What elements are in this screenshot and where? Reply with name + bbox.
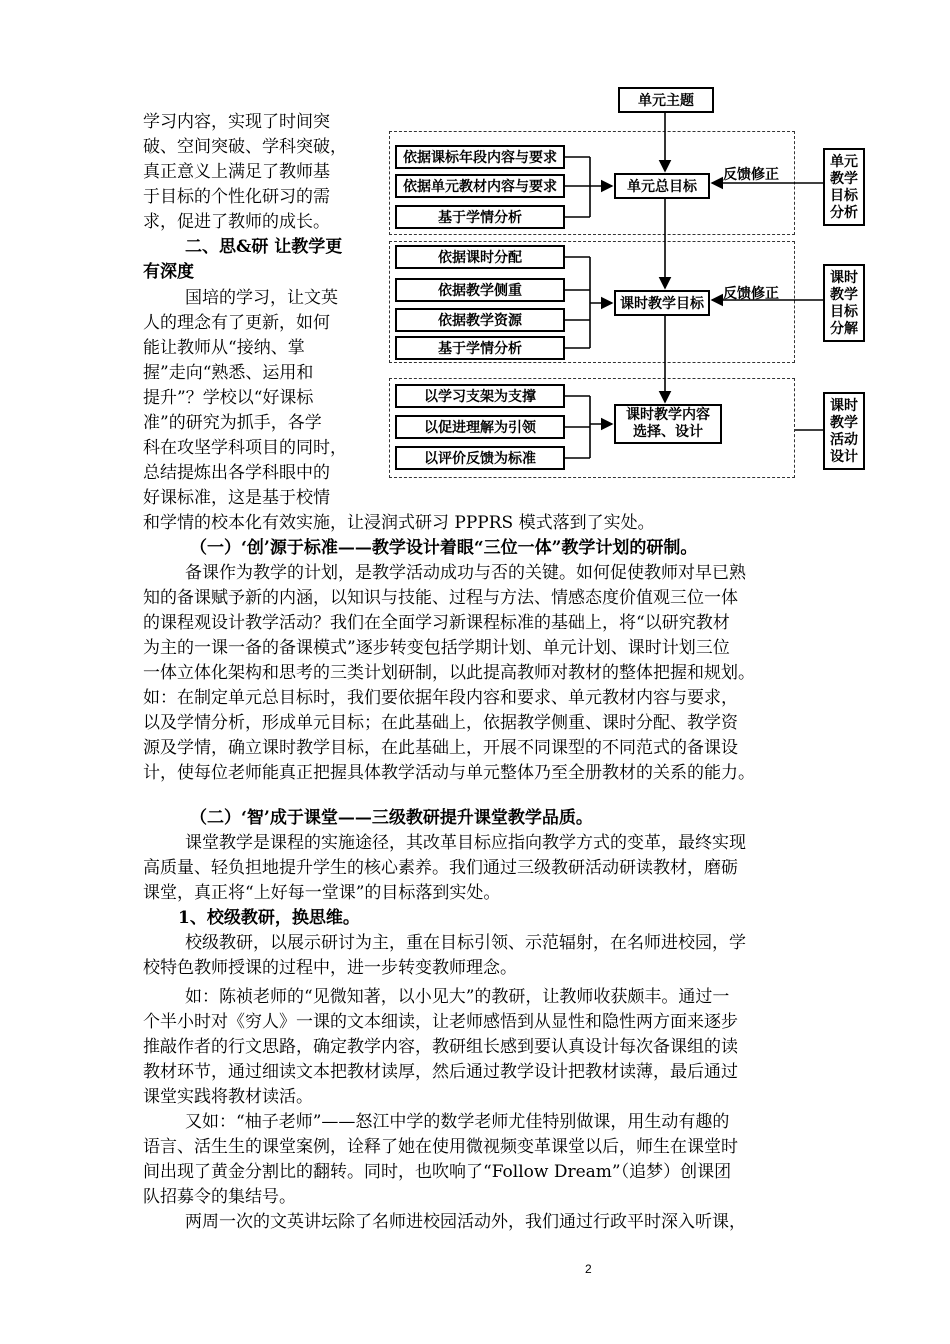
para2-line: 课堂教学是课程的实施途径，其改革目标应指向教学方式的变革，最终实现	[185, 833, 746, 853]
para1-line: 计，使每位老师能真正把握具体教学活动与单元整体乃至全册教材的关系的能力。	[143, 763, 755, 783]
side-box-1: 单元 教学 目标 分析	[823, 148, 865, 226]
side-box-3: 课时 教学 活动 设计	[823, 392, 865, 470]
para4-line: 个半小时对《穷人》一课的文本细读，让老师感悟到从显性和隐性两方面来逐步	[143, 1012, 738, 1032]
para4-line: 如：陈祯老师的“见微知著，以小见大”的教研，让教师收获颇丰。通过一	[185, 987, 730, 1007]
left-line: 破、空间突破、学科突破，	[143, 137, 347, 157]
feedback-label-2: 反馈修正	[723, 286, 779, 302]
para2-line: 课堂，真正将“上好每一堂课”的目标落到实处。	[143, 883, 501, 903]
g2-item-3: 基于学情分析	[395, 336, 565, 360]
lesson-content-box: 课时教学内容 选择、设计	[614, 404, 722, 444]
left-line: 总结提炼出各学科眼中的	[143, 463, 330, 483]
para1-line: 备课作为教学的计划，是教学活动成功与否的关键。如何促使教师对早已熟	[185, 563, 746, 583]
para1-line: 知的备课赋予新的内涵，以知识与技能、过程与方法、情感态度价值观三位一体	[143, 588, 738, 608]
para5-line: 间出现了黄金分割比的翻转。同时，也吹响了“Follow Dream”（追梦）创课团	[143, 1162, 732, 1182]
g3-item-2: 以评价反馈为标准	[395, 446, 565, 470]
left-line: 科在攻坚学科项目的同时，	[143, 438, 347, 458]
para5-line: 又如：“柚子老师”——怒江中学的数学老师尤佳特别做课，用生动有趣的	[185, 1112, 730, 1132]
left-line: 学习内容，实现了时间突	[143, 112, 330, 132]
g1-item-1: 依据单元教材内容与要求	[395, 174, 565, 198]
para5-line: 语言、活生生的课堂案例，诠释了她在使用微视频变革课堂以后，师生在课堂时	[143, 1137, 738, 1157]
para4-line: 教材环节，通过细读文本把教材读厚，然后通过教学设计把教材读薄，最后通过	[143, 1062, 738, 1082]
para1-line: 一体立体化架构和思考的三类计划研制，以此提高教师对教材的整体把握和规划。	[143, 663, 755, 683]
left-line: 提升”？学校以“好课标	[143, 388, 314, 408]
section-heading: 二、思&研 让教学更	[185, 237, 343, 257]
para3-line: 校特色教师授课的过程中，进一步转变教师理念。	[143, 958, 517, 978]
side-box-2: 课时 教学 目标 分解	[823, 264, 865, 342]
g1-item-0: 依据课标年段内容与要求	[395, 145, 565, 169]
left-line: 于目标的个性化研习的需	[143, 187, 330, 207]
section-heading-cont: 有深度	[143, 262, 194, 282]
g2-item-2: 依据教学资源	[395, 308, 565, 332]
para1-line: 为主的一课一备的备课模式”逐步转变包括学期计划、单元计划、课时计划三位	[143, 638, 730, 658]
left-line: 求，促进了教师的成长。	[143, 212, 330, 232]
left-line: 好课标准，这是基于校情	[143, 488, 330, 508]
para4-line: 课堂实践将教材读活。	[143, 1087, 313, 1107]
left-line: 真正意义上满足了教师基	[143, 162, 330, 182]
unit-goal-box: 单元总目标	[614, 173, 710, 199]
para1-line: 的课程观设计教学活动？我们在全面学习新课程标准的基础上，将“以研究教材	[143, 613, 730, 633]
para3-line: 校级教研，以展示研讨为主，重在目标引领、示范辐射，在名师进校园，学	[185, 933, 746, 953]
para5-line: 队招募令的集结号。	[143, 1187, 296, 1207]
para6-line: 两周一次的文英讲坛除了名师进校园活动外，我们通过行政平时深入听课，	[185, 1212, 746, 1232]
subsection-title-1: （一）‘创’源于标准——教学设计着眼“三位一体”教学计划的研制。	[190, 538, 698, 558]
para4-line: 推敲作者的行文思路，确定教学内容，教研组长感到要认真设计每次备课组的读	[143, 1037, 738, 1057]
g3-item-0: 以学习支架为支撑	[395, 384, 565, 408]
unit-theme-box: 单元主题	[618, 87, 714, 113]
left-line: 握”走向“熟悉、运用和	[143, 363, 314, 383]
left-line: 国培的学习，让文英	[185, 288, 338, 308]
feedback-label-1: 反馈修正	[723, 167, 779, 183]
lesson-goal-box: 课时教学目标	[614, 290, 710, 316]
g3-item-1: 以促进理解为引领	[395, 415, 565, 439]
page-number: 2	[585, 1262, 592, 1276]
g2-item-1: 依据教学侧重	[395, 278, 565, 302]
para2-line: 高质量、轻负担地提升学生的核心素养。我们通过三级教研活动研读教材，磨砺	[143, 858, 738, 878]
left-line: 准”的研究为抓手，各学	[143, 413, 322, 433]
para1-line: 以及学情分析，形成单元目标；在此基础上，依据教学侧重、课时分配、教学资	[143, 713, 738, 733]
g2-item-0: 依据课时分配	[395, 245, 565, 269]
left-line: 人的理念有了更新，如何	[143, 313, 330, 333]
subsection-title-2: （二）‘智’成于课堂——三级教研提升课堂教学品质。	[190, 808, 593, 828]
subsection-title-3: 1、校级教研，换思维。	[178, 908, 360, 928]
left-line: 能让教师从“接纳、掌	[143, 338, 305, 358]
g1-item-2: 基于学情分析	[395, 205, 565, 229]
para1-line: 源及学情，确立课时教学目标，在此基础上，开展不同课型的不同范式的备课设	[143, 738, 738, 758]
body-line: 和学情的校本化有效实施，让浸润式研习 PPPRS 模式落到了实处。	[143, 513, 655, 533]
para1-line: 如：在制定单元总目标时，我们要依据年段内容和要求、单元教材内容与要求，	[143, 688, 738, 708]
